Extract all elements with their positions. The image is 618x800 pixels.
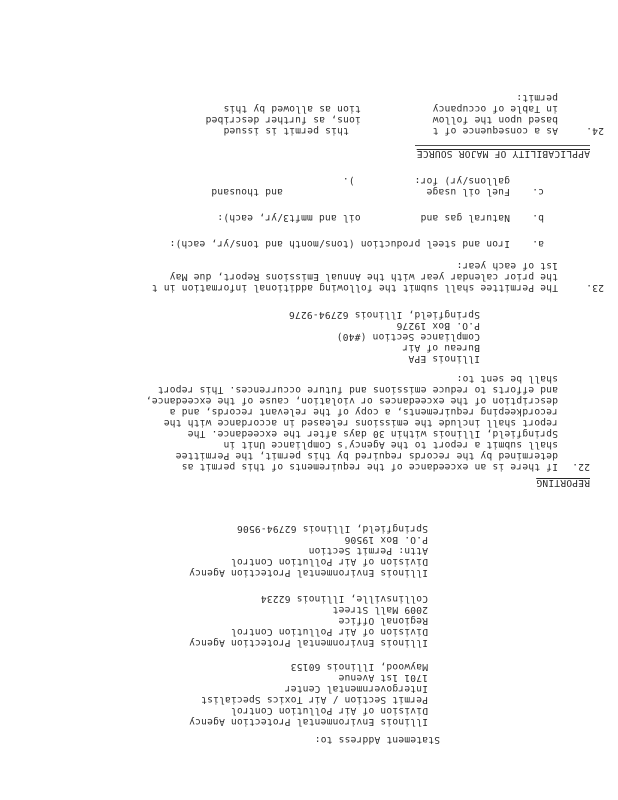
address-line: Illinois Environmental Protection Agency (188, 567, 428, 578)
address-line: Springfield, Illinois 62794-9506 (236, 523, 428, 534)
address-line: Collinsville, Illinois 62234 (260, 593, 428, 604)
paragraph-line: shall submit a report to the Agency's Compliance Unit in (223, 439, 558, 450)
paragraph-line: The Permittee shall submit the following additional information in t (151, 282, 558, 293)
paragraph-line: and efforts to reduce emissions and future occurrences. This report (157, 384, 558, 395)
paragraph-line: the prior calendar year with the Annual Emissions Report, due May (169, 271, 558, 282)
condition-number: 22. (572, 461, 590, 472)
address-line: Division of Air Pollution Control (230, 626, 428, 637)
address-line: P.O. Box 19506 (344, 534, 428, 545)
paragraph-line: description of the exceedances or violation, cause of the exceedance, (145, 395, 558, 406)
paragraph-line: permit: (516, 92, 558, 103)
paragraph-line: report shall include the emissions released in accordance with the (163, 417, 558, 428)
reporting-heading: REPORTING (536, 477, 590, 488)
paragraph-line: If there is an exceedance of the requirements of this permit as (181, 461, 558, 472)
address-line: Attn: Permit Section (308, 545, 428, 556)
paragraph-line: determined by the records required by this permit, the Permittee (175, 450, 558, 461)
address-line: 2009 Mall Street (332, 604, 428, 615)
statement-address-header: Statement Address to: (314, 734, 440, 745)
heading-rule (415, 145, 590, 146)
list-item-label: b. (532, 212, 544, 223)
address-line: Illinois Environmental Protection Agency (188, 637, 428, 648)
address-line: Division of Air Pollution Control (230, 705, 428, 716)
address-line: Maywood, Illinois 60153 (290, 661, 428, 672)
address-line: P.O. Box 19276 (396, 320, 480, 331)
paragraph-line: shall be sent to: (456, 373, 558, 384)
list-item: gallons/yr) for: ). (342, 175, 510, 186)
paragraph-line: As a consequence of t this permit is issued (223, 125, 558, 136)
paragraph-line: Springfield, Illinois within 30 days after the exceedance. The (187, 428, 558, 439)
address-line: Illinois EPA (408, 353, 480, 364)
list-item: Natural gas and oil and mmft3/yr, each): (217, 212, 510, 223)
list-item: Iron and steel production (tons/month and tons/yr, each): (169, 238, 510, 249)
address-line: Regional Office (338, 615, 428, 626)
list-item-label: a. (532, 238, 544, 249)
address-line: Intergovernmental Center (284, 683, 428, 694)
address-line: Compliance Section (#40) (336, 331, 480, 342)
paragraph-line: in Table of occupancy tion as allowed by this (223, 103, 558, 114)
paragraph-line: recordkeeping requirements, a copy of the relevant records, and a (169, 406, 558, 417)
address-line: Permit Section / Air Toxics Specialist (200, 694, 428, 705)
paragraph-line: 1st of each year: (456, 260, 558, 271)
address-line: Illinois Environmental Protection Agency (188, 716, 428, 727)
address-line: Bureau of Air (402, 342, 480, 353)
address-line: Springfield, Illinois 62794-9276 (288, 309, 480, 320)
list-item: Fuel oil usage and thousand (211, 186, 510, 197)
condition-number: 23. (586, 282, 604, 293)
paragraph-line: based upon the follow ions, as further described (205, 114, 558, 125)
address-line: Division of Air Pollution Control (230, 556, 428, 567)
applicability-heading: APPLICABILITY OF MAJOR SOURCE (416, 148, 590, 159)
address-line: 1701 1st Avenue (338, 672, 428, 683)
condition-number: 24. (586, 125, 604, 136)
list-item-label: c. (532, 186, 544, 197)
